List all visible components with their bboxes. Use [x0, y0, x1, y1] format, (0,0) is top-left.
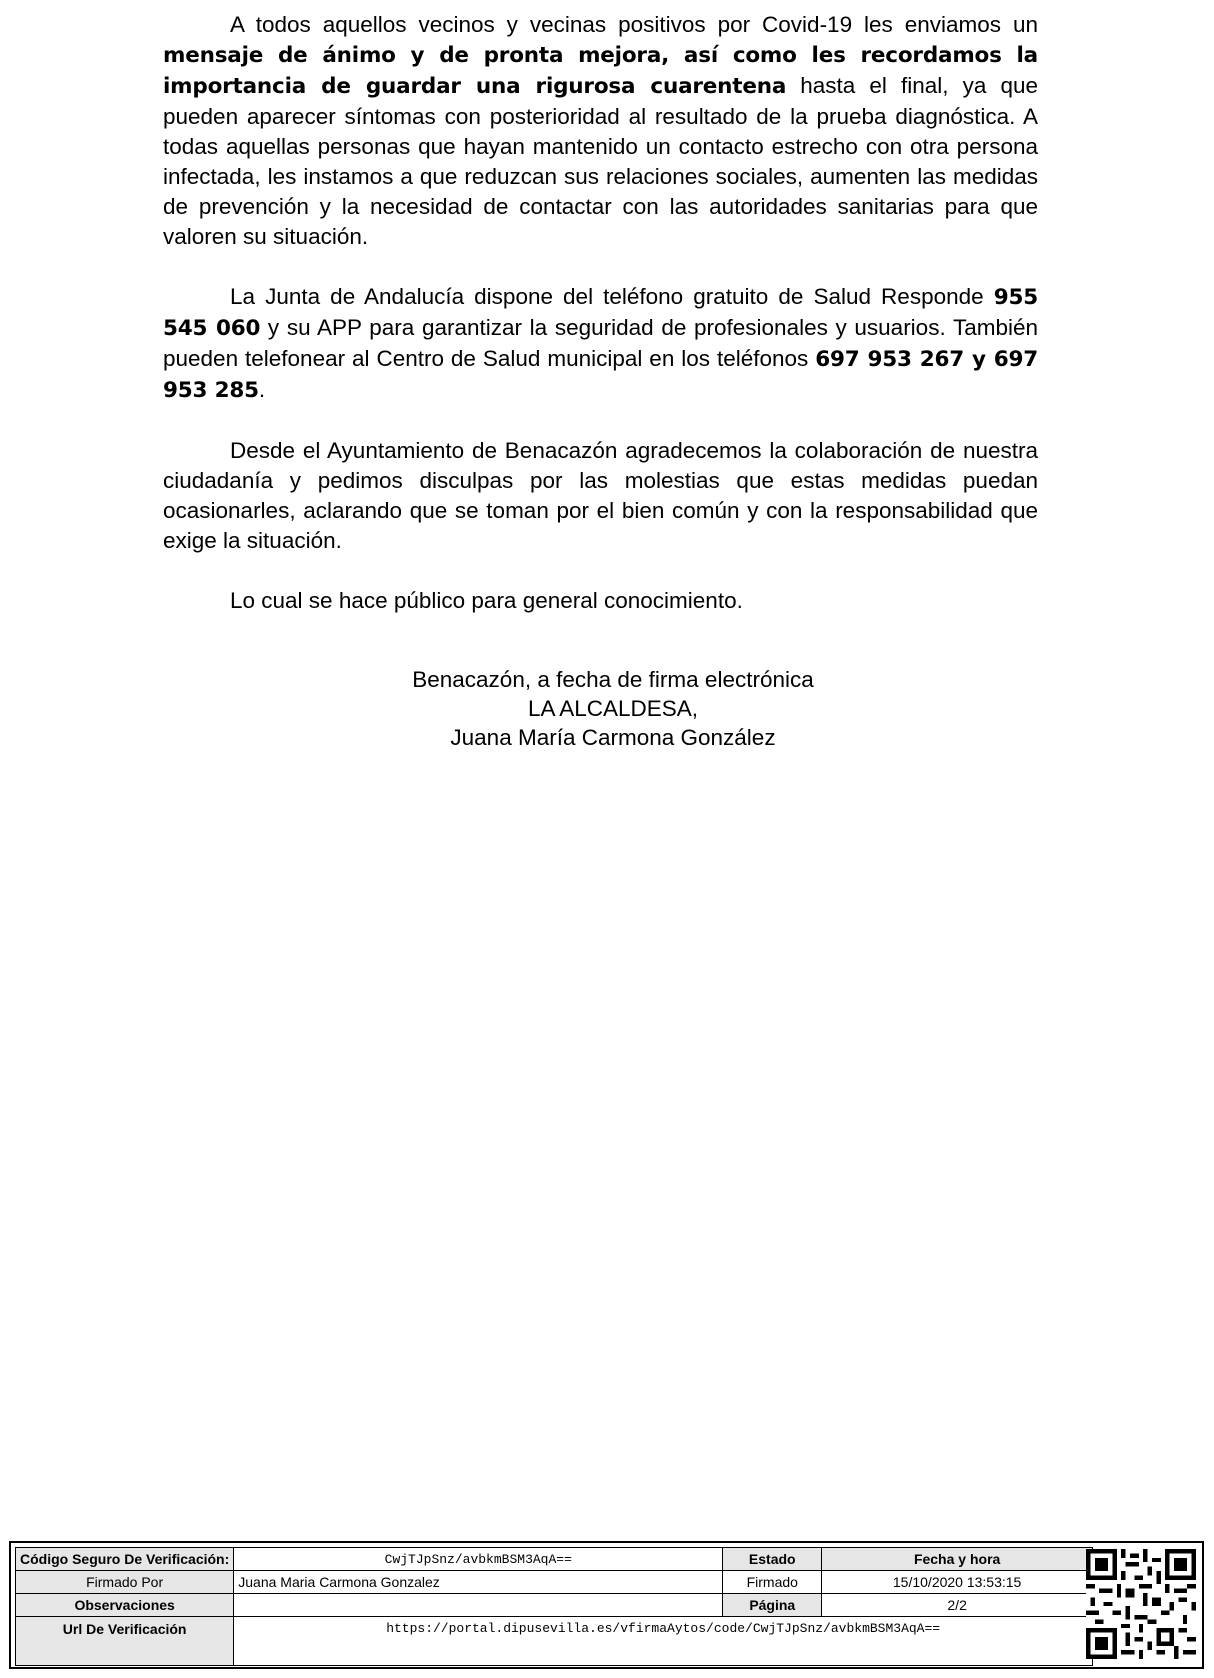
verification-footer — [9, 1541, 1204, 1669]
signature-role: LA ALCALDESA, — [527, 696, 699, 721]
url-label: Url De Verificación — [16, 1617, 234, 1666]
estado-label: Estado — [723, 1548, 822, 1571]
firmado-label: Firmado Por — [16, 1571, 234, 1594]
paragraph-phones — [163, 282, 1038, 406]
observaciones-label: Observaciones — [16, 1594, 234, 1617]
p2-text-2: y su APP para garantizar la seguridad de profesionales y usuarios. También pueden telefonear al Centro de Salud municipal en los teléfonos — [163, 315, 1038, 371]
p1-text-1: A todos aquellos vecinos y vecinas positivos por Covid-19 les enviamos un — [230, 12, 1038, 37]
url-value[interactable]: https://portal.dipusevilla.es/vfirmaAytos/code/CwjTJpSnz/avbkmBSM3AqA== — [234, 1617, 1093, 1666]
signature-name: Juana María Carmona González — [450, 725, 776, 750]
firmado-value: Juana Maria Carmona Gonzalez — [234, 1571, 723, 1594]
document-body — [163, 10, 1038, 616]
health-center-phones: 697 953 267 y 697 953 285 — [163, 347, 1038, 403]
paragraph-thanks: Desde el Ayuntamiento de Benacazón agradecemos la colaboración de nuestra ciudadanía y pedimos disculpas por las molestias que estas medidas puedan ocasionarles, aclarando que se toman por el bien común y con la responsabilidad que exige la situación. — [163, 438, 1038, 553]
qr-code-icon — [1086, 1549, 1196, 1659]
csv-value: CwjTJpSnz/avbkmBSM3AqA== — [234, 1548, 723, 1571]
p2-text-3: . — [258, 377, 266, 402]
signature-place-date: Benacazón, a fecha de firma electrónica — [412, 667, 814, 692]
paragraph-public-notice: Lo cual se hace público para general conocimiento. — [230, 588, 743, 613]
fecha-value: 15/10/2020 13:53:15 — [822, 1571, 1093, 1594]
pagina-value: 2/2 — [822, 1594, 1093, 1617]
p2-text-1: La Junta de Andalucía dispone del teléfono gratuito de Salud Responde — [230, 284, 984, 309]
p1-text-2: hasta el final, ya que pueden aparecer síntomas con posterioridad al resultado de la prueba diagnóstica. A todas aquellas personas que hayan mantenido un contacto estrecho con otra persona infectada, les instamos a que reduzcan sus relaciones sociales, aumenten las medidas de prevención y la necesidad de contactar con las autoridades sanitarias para que valoren su situación. — [163, 73, 1038, 249]
fecha-label: Fecha y hora — [822, 1548, 1093, 1571]
pagina-label: Página — [723, 1594, 822, 1617]
observaciones-value — [234, 1594, 723, 1617]
salud-responde-phone: 955 545 060 — [163, 285, 1038, 341]
p1-bold-text: mensaje de ánimo y de pronta mejora, así como les recordamos la importancia de guardar una rigurosa cuarentena — [163, 43, 1038, 99]
paragraph-covid-message — [163, 10, 1038, 252]
signature-block — [163, 665, 1038, 752]
estado-value: Firmado — [723, 1571, 822, 1594]
verification-table — [15, 1547, 1093, 1666]
csv-label: Código Seguro De Verificación: — [16, 1548, 234, 1571]
